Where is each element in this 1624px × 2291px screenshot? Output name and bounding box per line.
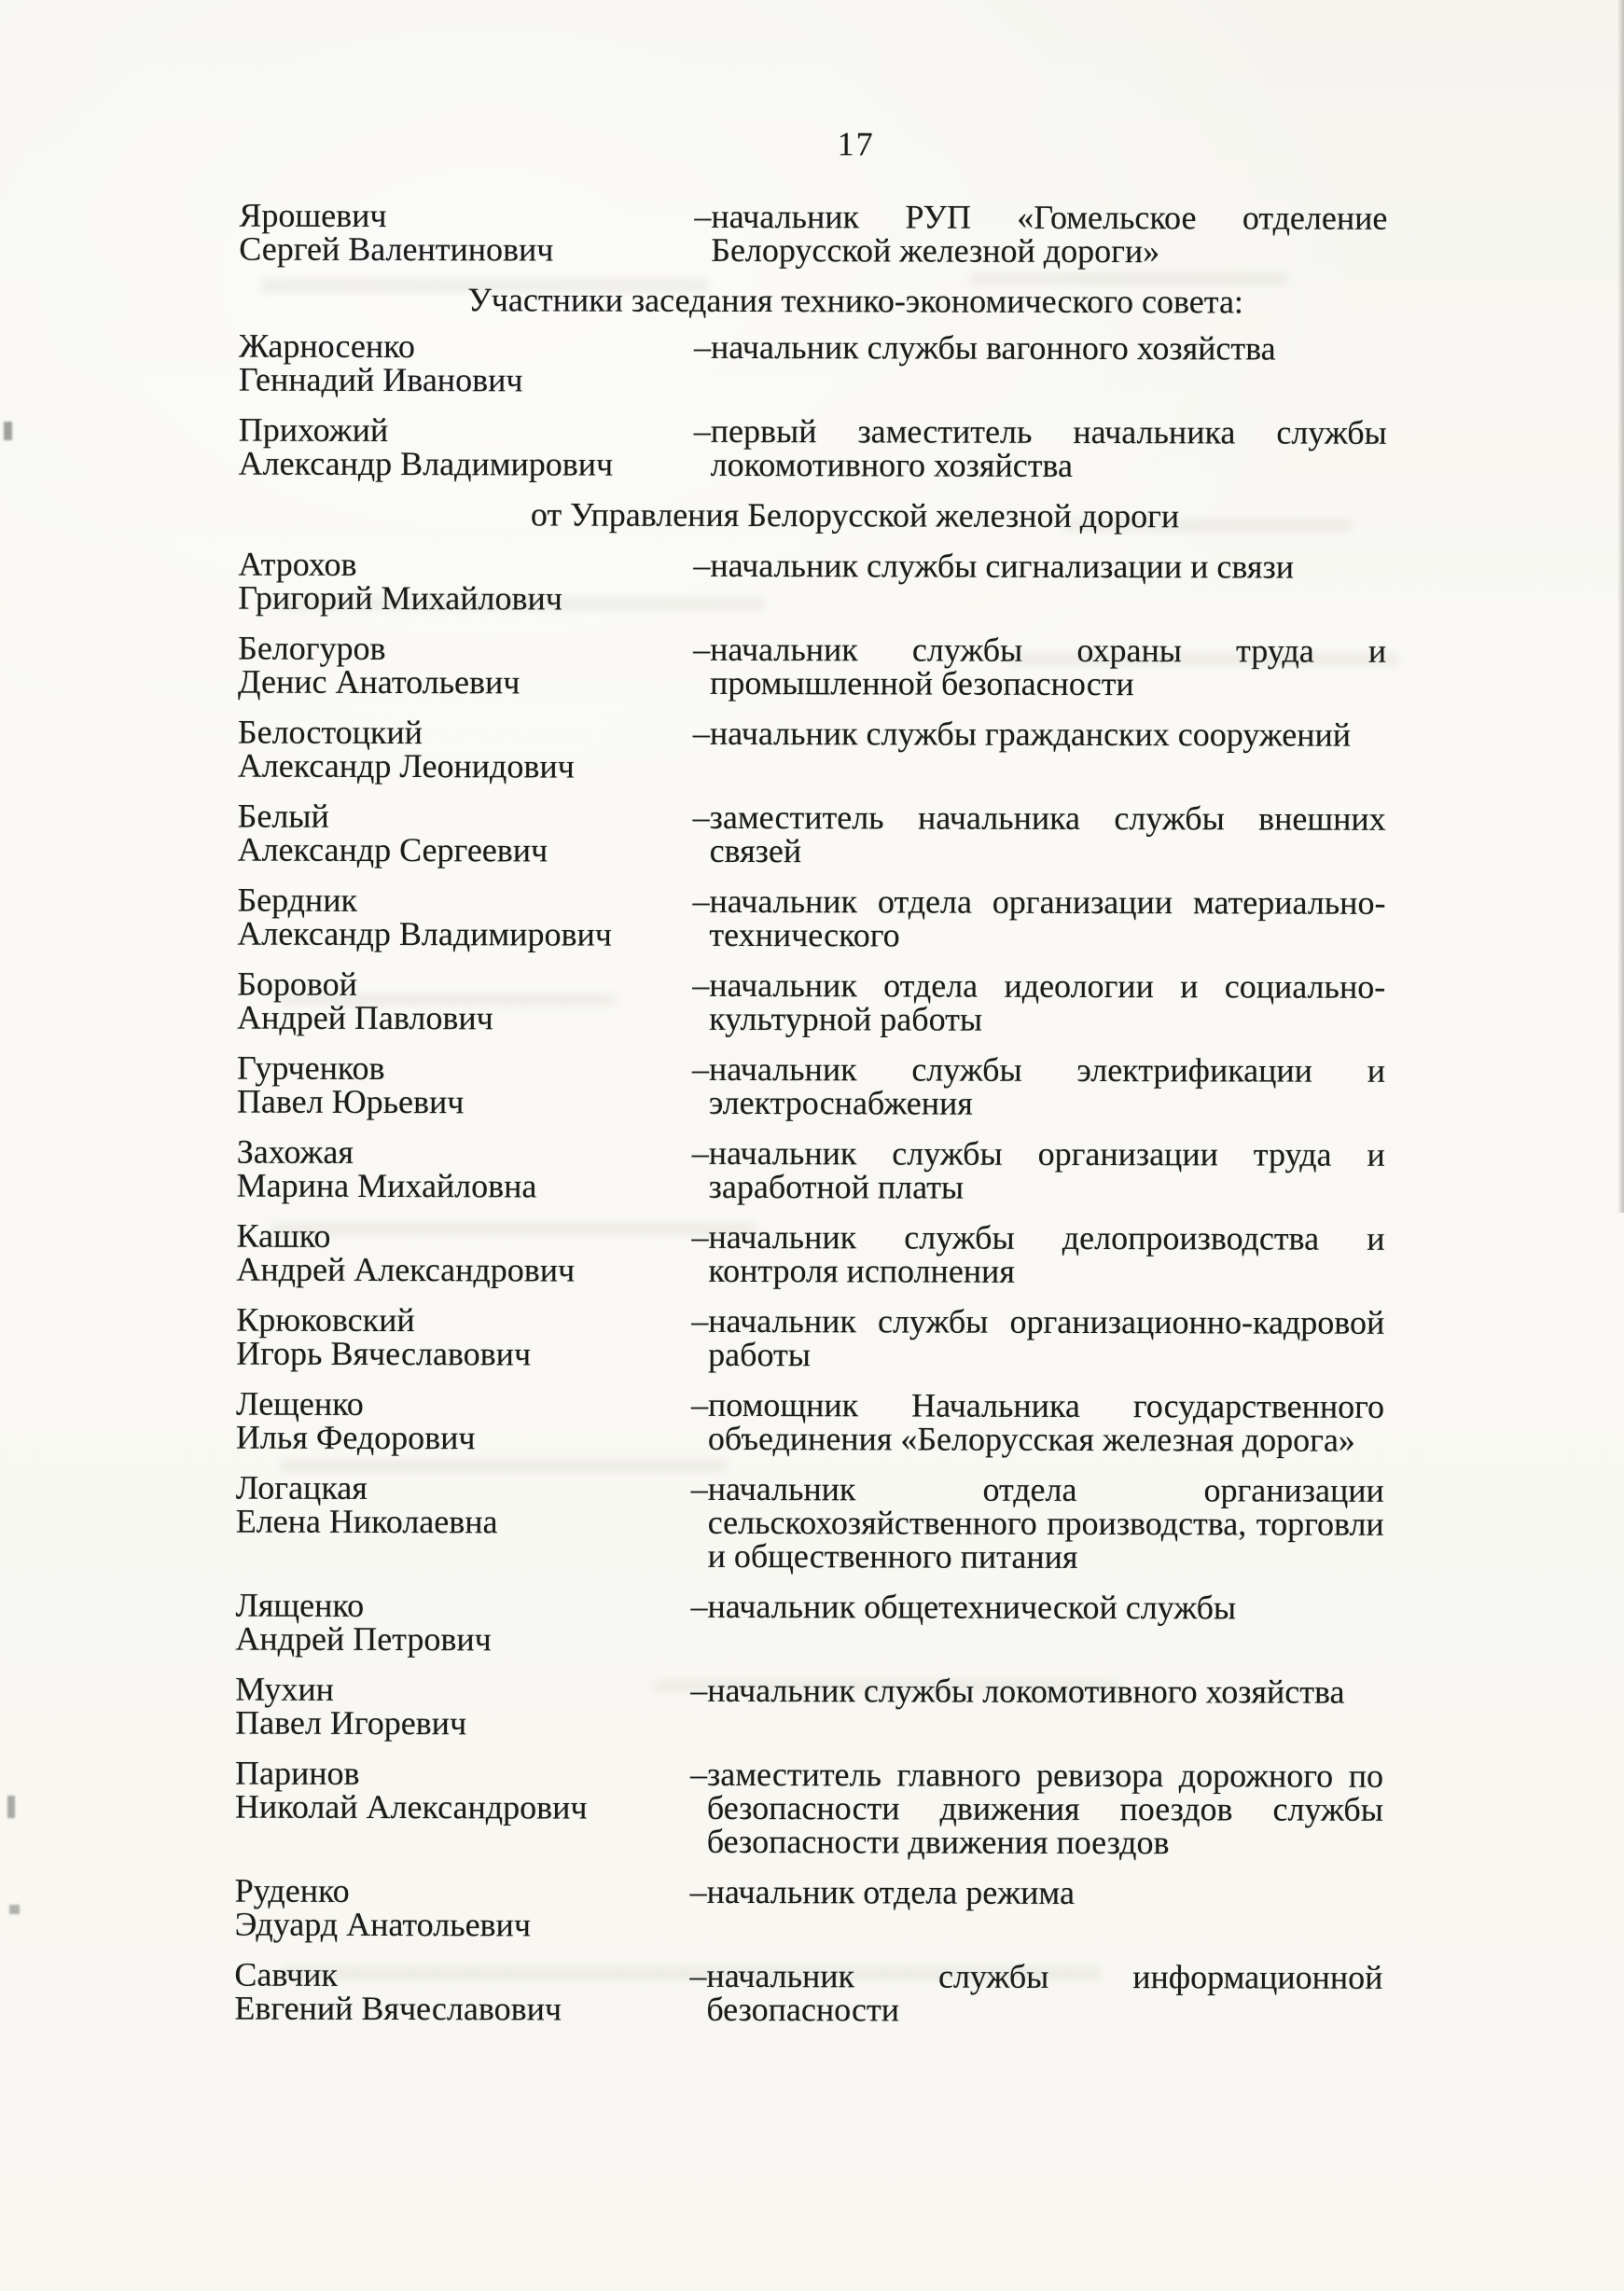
- participant-position: [692, 965, 1386, 1038]
- participant-name: [235, 1586, 707, 1659]
- position-text: начальник общетехнической службы: [707, 1587, 1237, 1627]
- position-dash: –: [691, 1133, 709, 1172]
- participant-name: [239, 196, 711, 269]
- participant-row: [238, 715, 1471, 785]
- participant-position: [691, 1217, 1385, 1290]
- participant-position: [691, 1301, 1385, 1374]
- participant-row: [236, 1216, 1469, 1290]
- participant-given-names: Александр Сергеевич: [237, 830, 548, 869]
- participant-name: [238, 326, 711, 399]
- participant-position: [693, 411, 1387, 484]
- participant-given-names: Евгений Вячеславович: [234, 1989, 562, 2028]
- position-text: заместитель главного ревизора дорожного по безопасности движения поездов службы безопасности движения поездов: [706, 1755, 1384, 1862]
- participant-position: [692, 882, 1386, 954]
- section-heading: Участники заседания технико-экономического совета:: [467, 281, 1244, 321]
- participant-given-names: Павел Юрьевич: [236, 1082, 465, 1121]
- participant-given-names: Андрей Александрович: [236, 1250, 576, 1289]
- position-text: начальник службы гражданских сооружений: [709, 714, 1352, 754]
- participant-surname: Атрохов: [238, 545, 357, 583]
- participant-position: [694, 197, 1388, 271]
- position-text: начальник службы делопроизводства и контроля исполнения: [708, 1217, 1385, 1290]
- participant-surname: Ярошевич: [239, 196, 387, 235]
- participant-row: [236, 1132, 1470, 1206]
- participant-name: [236, 1048, 709, 1121]
- participant-row: [237, 883, 1470, 953]
- position-dash: –: [693, 630, 711, 668]
- participant-surname: Боровой: [237, 965, 357, 1003]
- position-text: начальник службы информационной безопасности: [706, 1956, 1383, 2029]
- position-text: начальник отдела организации материально-технического: [709, 882, 1386, 954]
- participant-surname: Бердник: [237, 881, 358, 919]
- participant-position: [690, 1469, 1384, 1576]
- participant-row: [237, 967, 1470, 1037]
- position-dash: –: [689, 1872, 707, 1910]
- participant-given-names: Геннадий Иванович: [238, 360, 523, 399]
- participant-name: [238, 629, 710, 701]
- position-dash: –: [690, 1671, 708, 1709]
- position-dash: –: [691, 1217, 709, 1256]
- participant-surname: Савчик: [234, 1955, 338, 1993]
- participant-surname: Белостоцкий: [237, 713, 423, 752]
- participant-name: [234, 1871, 707, 1944]
- participant-given-names: Андрей Павлович: [237, 998, 493, 1037]
- participant-given-names: Александр Владимирович: [237, 914, 612, 953]
- position-text: помощник Начальника государственного объединения «Белорусская железная дорога»: [707, 1385, 1385, 1459]
- position-dash: –: [691, 1301, 709, 1340]
- participant-name: [235, 1756, 707, 1825]
- participant-row: [238, 410, 1472, 484]
- participant-name: [236, 1300, 708, 1373]
- position-dash: –: [692, 882, 710, 920]
- participant-position: [689, 1956, 1383, 2029]
- participant-name: [237, 967, 709, 1035]
- section-heading: от Управления Белорусской железной дороги: [530, 495, 1180, 535]
- participant-position: [691, 1385, 1385, 1459]
- position-text: начальник службы электрификации и электроснабжения: [708, 1049, 1386, 1122]
- page-number: 17: [837, 125, 875, 163]
- participant-given-names: Григорий Михайлович: [238, 578, 562, 618]
- participant-row: [238, 799, 1471, 869]
- participant-row: [239, 196, 1472, 271]
- position-text: начальник отдела идеологии и социально-культурной работы: [709, 965, 1386, 1038]
- participant-surname: Лещенко: [236, 1384, 364, 1423]
- participant-surname: Белогуров: [238, 629, 386, 668]
- participant-row: [235, 1670, 1468, 1743]
- participant-surname: Жарносенко: [238, 326, 415, 366]
- participant-surname: Руденко: [234, 1871, 350, 1909]
- position-dash: –: [689, 1755, 708, 1793]
- participant-surname: Захожая: [236, 1132, 354, 1171]
- participant-surname: Паринов: [234, 1754, 360, 1792]
- position-dash: –: [692, 714, 710, 752]
- participant-name: [235, 1468, 708, 1541]
- position-dash: –: [690, 1469, 708, 1507]
- participant-position: [693, 546, 1386, 586]
- participant-given-names: Эдуард Анатольевич: [234, 1905, 532, 1944]
- participant-position: [692, 798, 1386, 870]
- participant-surname: Гурченков: [236, 1048, 385, 1088]
- participant-name: [236, 1132, 709, 1205]
- position-dash: –: [691, 1385, 709, 1423]
- position-dash: –: [693, 411, 711, 450]
- position-dash: –: [691, 1049, 710, 1088]
- participant-given-names: Сергей Валентинович: [239, 229, 554, 269]
- participant-name: [238, 410, 711, 483]
- participant-given-names: Андрей Петрович: [235, 1619, 492, 1659]
- participant-surname: Мухин: [235, 1670, 334, 1708]
- participant-given-names: Александр Леонидович: [237, 746, 575, 785]
- participant-row: [235, 1756, 1468, 1860]
- participant-row: [234, 1955, 1467, 2029]
- participant-position: [691, 1049, 1386, 1122]
- participant-name: [235, 1384, 708, 1457]
- participant-position: [689, 1872, 1383, 1911]
- participant-given-names: Игорь Вячеславович: [236, 1334, 532, 1373]
- participant-given-names: Николай Александрович: [234, 1787, 588, 1826]
- participant-name: [236, 1216, 708, 1289]
- participant-row: [235, 1586, 1468, 1659]
- position-dash: –: [693, 327, 712, 366]
- position-text: начальник службы локомотивного хозяйства: [707, 1671, 1345, 1711]
- participant-name: [238, 799, 710, 868]
- position-text: начальник службы вагонного хозяйства: [710, 327, 1276, 368]
- participant-name: [235, 1670, 707, 1743]
- participant-row: [235, 1468, 1469, 1576]
- participant-row: [234, 1871, 1468, 1944]
- position-text: начальник службы охраны труда и промышленной безопасности: [710, 630, 1387, 703]
- participant-row: [236, 1300, 1469, 1374]
- participant-given-names: Илья Федорович: [235, 1418, 476, 1457]
- participant-surname: Белый: [237, 797, 329, 835]
- participant-given-names: Павел Игоревич: [235, 1703, 467, 1743]
- participant-name: [234, 1955, 706, 2028]
- participant-surname: Кашко: [236, 1216, 331, 1255]
- position-text: первый заместитель начальника службы локомотивного хозяйства: [710, 411, 1387, 484]
- participant-position: [692, 714, 1386, 754]
- participant-row: [238, 629, 1471, 703]
- position-text: начальник службы организационно-кадровой работы: [708, 1301, 1385, 1374]
- position-text: начальник службы сигнализации и связи: [710, 546, 1295, 586]
- position-text: начальник РУП «Гомельское отделение Белорусской железной дороги»: [711, 197, 1388, 271]
- participant-given-names: Александр Владимирович: [238, 444, 614, 483]
- participant-position: [693, 630, 1387, 703]
- participant-surname: Логацкая: [235, 1468, 368, 1507]
- position-text: начальник отдела режима: [706, 1872, 1076, 1911]
- position-dash: –: [694, 197, 712, 235]
- participant-name: [238, 545, 710, 618]
- position-dash: –: [692, 798, 710, 836]
- participant-name: [238, 715, 710, 784]
- participant-surname: Лященко: [235, 1586, 365, 1624]
- position-dash: –: [693, 546, 711, 584]
- position-text: начальник службы организации труда и заработной платы: [708, 1133, 1385, 1206]
- position-dash: –: [690, 1587, 708, 1625]
- participant-row: [235, 1384, 1469, 1459]
- scan-edge-shadow: [1617, 0, 1624, 1213]
- participant-row: [236, 1048, 1470, 1122]
- position-text: заместитель начальника службы внешних связей: [709, 798, 1386, 870]
- participant-given-names: Елена Николаевна: [235, 1502, 498, 1541]
- participant-position: [693, 327, 1387, 368]
- participant-surname: Прихожий: [238, 410, 389, 450]
- position-text: начальник отдела организации сельскохозяйственного производства, торговли и общественного питания: [707, 1469, 1384, 1576]
- position-dash: –: [692, 965, 710, 1004]
- participant-given-names: Денис Анатольевич: [238, 662, 521, 701]
- participant-position: [691, 1133, 1385, 1206]
- participant-surname: Крюковский: [236, 1300, 415, 1340]
- participant-position: [689, 1755, 1384, 1862]
- participant-given-names: Марина Михайловна: [236, 1166, 537, 1205]
- participant-row: [238, 545, 1471, 618]
- position-dash: –: [689, 1956, 707, 1994]
- participant-position: [690, 1587, 1383, 1627]
- participant-position: [690, 1671, 1383, 1711]
- participants-list: [234, 196, 1472, 2029]
- participant-name: [237, 883, 709, 951]
- participant-row: [238, 326, 1472, 399]
